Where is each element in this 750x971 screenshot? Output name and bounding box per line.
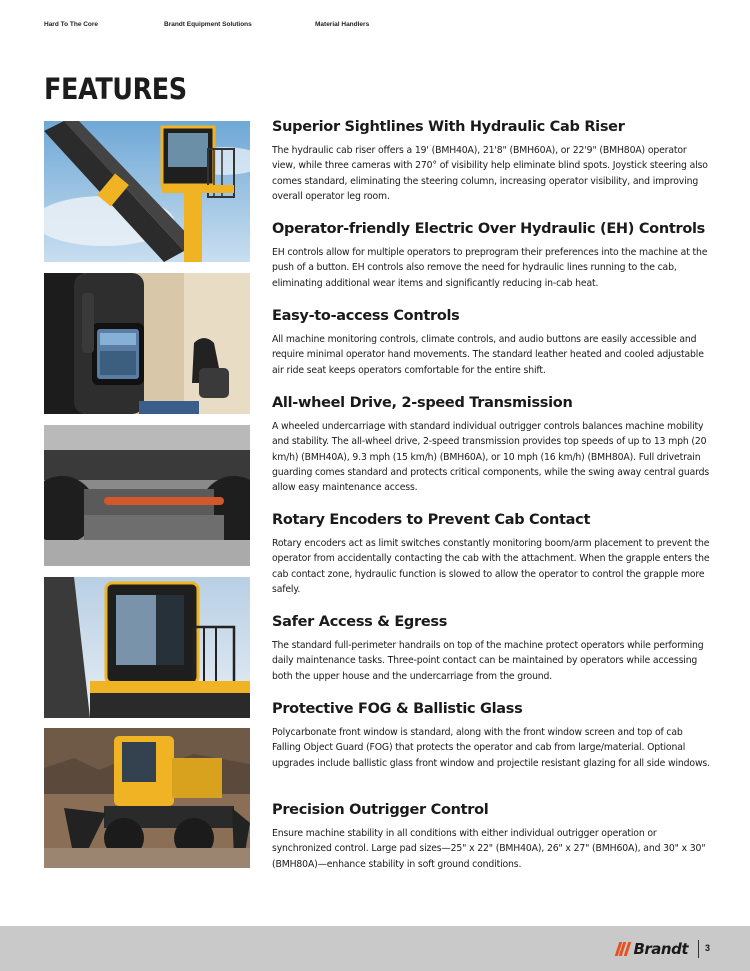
feature-body: EH controls allow for multiple operators to preprogram their preferences into the machine at the push of a button. EH controls also remove the need for hydraulic lines running to the cab, eliminating additional wear items and significantly reducing in-cab heat. [272, 247, 708, 289]
feature-all-wheel-drive [272, 395, 712, 495]
cab-controls-photo [44, 273, 250, 414]
feature-title: Superior Sightlines With Hydraulic Cab Riser [272, 119, 625, 135]
feature-easy-controls [272, 308, 712, 378]
feature-title: Precision Outrigger Control [272, 802, 489, 818]
feature-body: The standard full-perimeter handrails on top of the machine protect operators while performing daily maintenance tasks. Three-point contact can be maintained by operators while accessing both the upper house and the undercarriage from the ground. [272, 640, 704, 682]
page-title: FEATURES [44, 72, 187, 106]
feature-body: The hydraulic cab riser offers a 19' (BMH40A), 21'8" (BMH60A), or 22'9" (BMH80A) operator view, while three cameras with 270° of visibility help eliminate blind spots. Joystick steering also comes standard, eliminating the steering column, increasing operator visibility, and improving overall operator leg room. [272, 145, 708, 202]
feature-title: Operator-friendly Electric Over Hydraulic (EH) Controls [272, 221, 706, 237]
brandt-logo-text: Brandt [633, 940, 688, 958]
feature-body: All machine monitoring controls, climate controls, and audio buttons are easily accessible and require minimal operator hand movements. The standard leather heated and cooled adjustable air ride seat keeps operators comfortable for the entire shift. [272, 334, 704, 376]
feature-title: Rotary Encoders to Prevent Cab Contact [272, 512, 591, 528]
nav-item-brandt-equipment-solutions: Brandt Equipment Solutions [164, 21, 252, 28]
feature-rotary-encoders [272, 512, 712, 597]
brandt-logo [617, 939, 688, 959]
feature-eh-controls [272, 221, 712, 291]
footer-divider [698, 940, 699, 958]
feature-body: A wheeled undercarriage with standard individual outrigger controls balances machine mobility and stability. The all-wheel drive, 2-speed transmission provides top speeds of up to 13 mph (20 km/h) (BMH40A), 9.3 mph (15 km/h) (BMH60A), or 10 mph (16 km/h) (BMH80A). Full drivetrain guarding comes standard and protects critical components, while the swing away central guards allow easy maintenance access. [272, 421, 710, 494]
feature-title: Protective FOG & Ballistic Glass [272, 701, 523, 717]
feature-body: Polycarbonate front window is standard, along with the front window screen and top of cab Falling Object Guard (FOG) that protects the operator and cab from large/material. Optional upgrades include ballistic glass front window and projectile resistant glazing for all side windows. [272, 727, 710, 769]
brandt-logo-icon [617, 942, 631, 956]
feature-access-egress [272, 614, 712, 684]
scrapyard-machine-photo [44, 728, 250, 868]
page-number: 3 [704, 943, 710, 953]
feature-body: Ensure machine stability in all conditions with either individual outrigger operation or synchronized control. Large pad sizes—25" x 22" (BMH40A), 26" x 27" (BMH60A), and 30" x 30" (BMH80A)—enhance stability in soft ground conditions. [272, 828, 706, 870]
feature-title: Easy-to-access Controls [272, 308, 460, 324]
cab-access-photo [44, 577, 250, 718]
feature-title: All-wheel Drive, 2-speed Transmission [272, 395, 573, 411]
feature-fog-glass [272, 701, 712, 771]
undercarriage-photo [44, 425, 250, 566]
nav-item-hard-to-the-core: Hard To The Core [44, 21, 99, 28]
feature-cab-riser [272, 119, 712, 204]
feature-outrigger-control [272, 802, 712, 872]
cab-riser-photo [44, 121, 250, 262]
feature-title: Safer Access & Egress [272, 614, 448, 630]
page-footer [0, 926, 750, 971]
nav-item-material-handlers: Material Handlers [315, 21, 370, 28]
feature-body: Rotary encoders act as limit switches constantly monitoring boom/arm placement to prevent the operator from accidentally contacting the cab with the attachment. When the grapple enters the cab contact zone, hydraulic function is slowed to allow the operator to control the grapple more safely. [272, 538, 710, 595]
